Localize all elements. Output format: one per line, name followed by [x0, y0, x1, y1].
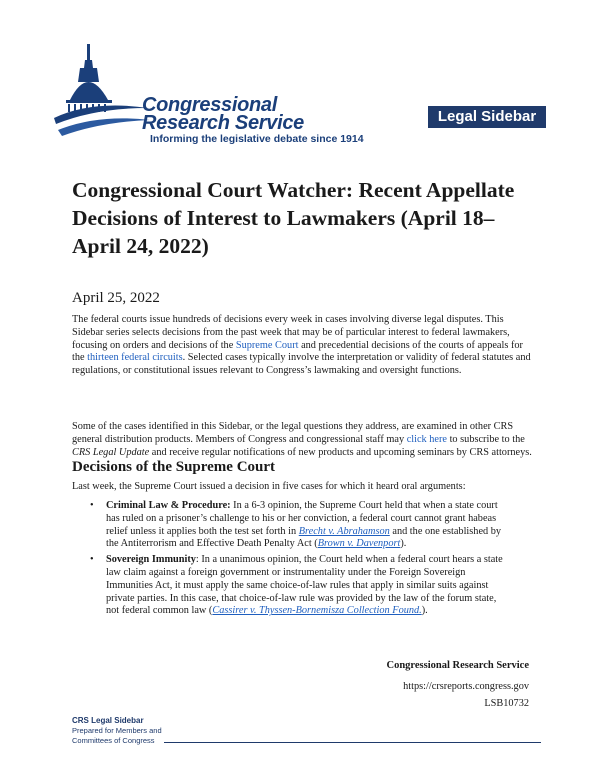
footer-report-id: LSB10732: [484, 698, 529, 709]
logo-name-line1: Congressional: [142, 94, 278, 116]
footer-divider: [164, 742, 541, 743]
document-title: Congressional Court Watcher: Recent Appellate Decisions of Interest to Lawmakers (April 18–April 24, 2022): [72, 178, 515, 258]
intro1-text-3: . Selected cases typically involve the interpretation or validity of federal statutes and regulations, or constitutional issues relevant to Congress’s lawmaking and oversight functions.: [72, 352, 531, 377]
footer-left-line2: Prepared for Members and: [72, 726, 162, 735]
list-item: [90, 554, 510, 618]
decision-text-1: In a 6-3 opinion, the Supreme Court held that when a state court has ruled on a prisoner’s challenge to his or her conviction, a federal court cannot grant habeas relief unless it applies both the test set forth in: [106, 500, 498, 537]
click-here-link[interactable]: click here: [406, 433, 447, 445]
section-heading: Decisions of the Supreme Court: [72, 459, 276, 475]
logo-name-line2: Research Service: [142, 112, 304, 134]
decision-text-3: ).: [400, 538, 407, 550]
intro1-text-2: and precedential decisions of the courts of appeals for the: [72, 339, 523, 364]
intro-paragraph-1: [72, 314, 532, 378]
decision-label: Criminal Law & Procedure:: [106, 500, 231, 511]
decisions-list: [90, 500, 510, 621]
footer-left-title: CRS Legal Sidebar: [72, 716, 144, 725]
intro-paragraph-2: [72, 421, 532, 459]
intro2-text-3: and receive regular notifications of new products and upcoming seminars by CRS attorneys.: [149, 446, 532, 458]
federal-circuits-link[interactable]: thirteen federal circuits: [87, 352, 183, 364]
bullet-icon: •: [90, 554, 94, 566]
legal-sidebar-badge: Legal Sidebar: [428, 106, 546, 128]
logo-tagline: Informing the legislative debate since 1914: [150, 133, 364, 145]
footer-org-name: Congressional Research Service: [386, 660, 529, 671]
case-link-cassirer[interactable]: Cassirer v. Thyssen-Bornemisza Collection Found.: [212, 605, 422, 617]
crs-logo: [52, 42, 364, 148]
intro2-text-1: Some of the cases identified in this Sidebar, or the legal questions they address, are examined in other CRS general distribution products. Members of Congress and congressional staff may: [72, 421, 514, 445]
bullet-icon: •: [90, 500, 94, 511]
publication-date: April 25, 2022: [72, 290, 160, 306]
decision-label: Sovereign Immunity: [106, 554, 196, 566]
footer-left-line3: Committees of Congress: [72, 736, 155, 745]
intro2-text-2: to subscribe to the: [447, 433, 525, 445]
intro1-text-1: The federal courts issue hundreds of decisions every week in cases involving diverse legal disputes. This Sidebar series selects decisions from the past week that may be of particular interest to federal lawmakers, focusing on orders and decisions of the: [72, 314, 510, 351]
list-item: [90, 500, 510, 551]
case-link-brecht[interactable]: Brecht v. Abrahamson: [298, 525, 390, 537]
footer-crs-info: [300, 657, 529, 711]
decision-text-2: and the one established by the Antiterrorism and Effective Death Penalty Act (: [106, 525, 502, 550]
decision-text-2: ).: [421, 605, 428, 617]
footer-url: https://crsreports.congress.gov: [403, 681, 529, 692]
case-link-brown[interactable]: Brown v. Davenport: [317, 538, 401, 550]
decision-text-1: : In a unanimous opinion, the Court held when a federal court hears a state law claim against a foreign government or instrumentality under the Foreign Sovereign Immunities Act, it must apply the same choice-of-law rules that apply in similar suits against private parties. In this case, that choice-of-law rule was provided by the law of the forum state, not federal common law (: [106, 554, 503, 617]
capitol-dome-icon: [52, 42, 152, 142]
supreme-court-link[interactable]: Supreme Court: [235, 339, 299, 351]
crs-legal-update-title: CRS Legal Update: [72, 446, 150, 458]
section-intro: Last week, the Supreme Court issued a decision in five cases for which it heard oral arguments:: [72, 481, 466, 492]
footer-left-block: [72, 716, 162, 746]
